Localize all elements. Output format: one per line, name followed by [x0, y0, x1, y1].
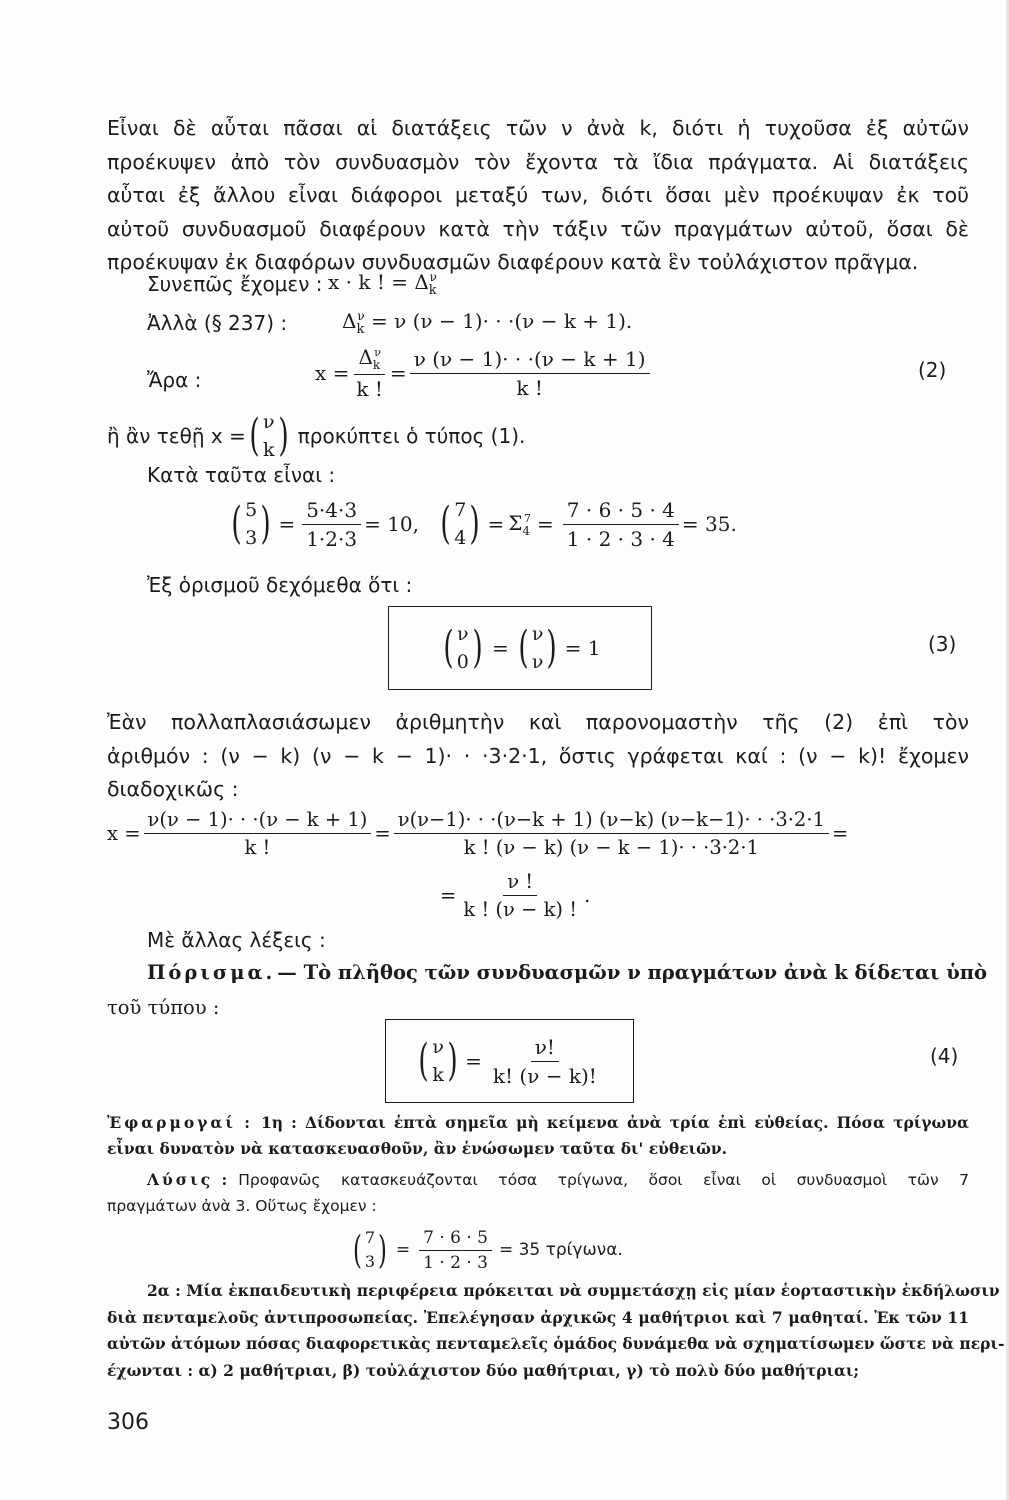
binomial: ( ν k ): [418, 1035, 458, 1086]
fraction: [394, 808, 829, 859]
boxed-equation-3: ( ν 0 ) = ( ν ν ) = 1: [388, 606, 652, 690]
porisma-text-2: τοῦ τύπου :: [107, 996, 220, 1019]
fraction: [459, 870, 581, 921]
eq-lhs: x =: [315, 361, 350, 385]
fraction: [419, 1228, 492, 1273]
page-number: 306: [107, 1410, 149, 1435]
text-line: έχωνται : α) 2 μαθήτριαι, β) τοὐλάχιστον δύο μαθήτριαι, γ) τὸ πολὺ δύο μαθήτριαι;: [107, 1360, 860, 1380]
binomial: ( 7 4 ): [440, 498, 481, 549]
fraction: [563, 498, 679, 551]
equation-synepos: x · k ! = $\Delta_k^\nu$: [328, 270, 437, 298]
application-1: [107, 1110, 969, 1162]
equation-alla: $\Delta_k^\nu = \nu$ (ν − 1)· · ·(ν − k + 1).: [342, 309, 633, 337]
denominator: 1·2·3: [306, 526, 358, 551]
numerator: ν(ν − 1)· · ·(ν − k + 1): [144, 808, 372, 834]
fraction: [302, 498, 361, 551]
label-alla: Ἀλλὰ (§ 237) :: [147, 311, 288, 335]
fraction: [410, 347, 650, 400]
numerator: 5·4·3: [302, 498, 361, 525]
text-line: αὐτῶν ἀτόμων πόσας διαφορετικὰς πενταμελεῖς ὁμάδος δυνάμεθα νὰ σχηματίσωμεν ὥστε νὰ περι-: [107, 1334, 1005, 1353]
app1-text-2: εἶναι δυνατὸν νὰ κατασκευασθοῦν, ἂν ἑνώσωμεν ταῦτα δι' εὐθειῶν.: [107, 1139, 728, 1158]
label-an-tethi: ἢ ἂν τεθῇ x =: [107, 424, 246, 448]
binomial: ( 7 3 ): [352, 1228, 387, 1272]
binomial: ( ν k ): [249, 410, 289, 461]
numerator: ν !: [503, 870, 537, 896]
text-line: ἀριθμόν : (ν − k) (ν − k − 1)· · ·3·2·1, ὅστις γράφεται καί : (ν − k)! ἔχομεν: [107, 743, 969, 768]
text-line: διαδοχικῶς :: [107, 777, 239, 802]
porisma-title: Πόρισμα.: [147, 961, 276, 984]
equation-number-2: (2): [918, 358, 947, 382]
eq-text: x · k ! = Δ: [328, 270, 429, 294]
equation-number-4: (4): [930, 1044, 959, 1068]
intro-paragraph: [107, 112, 969, 280]
denominator: k !: [356, 377, 383, 401]
fraction: [352, 345, 387, 401]
fraction: [144, 808, 372, 859]
binomial: ( 5 3 ): [231, 498, 272, 549]
binomial: ( ν ν ): [518, 622, 558, 673]
denominator: 1 · 2 · 3 · 4: [566, 526, 675, 551]
denominator: k! (ν − k)!: [492, 1063, 597, 1088]
long-equation-result: = $\frac{\nu !}{k ! (\nu - k) !}$ .: [440, 870, 591, 921]
line-an-tethi: [107, 408, 525, 464]
solution: [107, 1167, 969, 1219]
label-ex-orismou: Ἐξ ὁρισμοῦ δεχόμεθα ὅτι :: [147, 573, 413, 597]
text-line: προέκυψαν ἐκ διαφόρων συνδυασμῶν διαφέρουν κατὰ ἓν τοὐλάχιστον πρᾶγμα.: [107, 250, 919, 275]
applications-label: Ἐφαρμογαί :: [107, 1113, 253, 1132]
long-equation: x = $\frac{\nu(\nu - 1)\cdot \cdot \cdot(\nu - k + 1)}{k !}$ = $\frac{\nu(\nu-1)\cdot \cdot \cdot(\nu-k + 1) (\nu-k) (\nu-k-1)\cdot \cdot \cdot 3\cdot 2\cdot 1}{k ! (\nu - k) (\nu - k - 1)\cdot \cdot \cdot 3\cdot 2\cdot 1}$ =: [107, 808, 849, 859]
paragraph-ean: [107, 706, 969, 807]
application-2: [107, 1278, 1005, 1384]
text-prokyptei: προκύπτει ὁ τύπος (1).: [297, 424, 526, 448]
text-line: προέκυψεν ἀπὸ τὸν συνδυασμὸν τὸν ἔχοντα τὰ ἴδια πράγματα. Αἱ διατάξεις: [107, 149, 969, 174]
denominator: k !: [516, 375, 543, 400]
label-kata: Κατὰ ταῦτα εἶναι :: [147, 463, 336, 487]
numerator: ν(ν−1)· · ·(ν−k + 1) (ν−k) (ν−k−1)· · ·3·2·1: [394, 808, 829, 834]
boxed-equation-4: ( ν k ) = $\frac{\nu!}{k! (\nu - k)!}$: [385, 1019, 634, 1103]
result: = 35 τρίγωνα.: [498, 1240, 623, 1260]
solution-text-2: πραγμάτων ἀνὰ 3. Οὕτως ἔχομεν :: [107, 1197, 377, 1215]
solution-text: Προφανῶς κατασκευάζονται τόσα τρίγωνα, ὅσοι εἶναι οἱ συνδυασμοὶ τῶν 7: [238, 1171, 969, 1189]
denominator: 1 · 2 · 3: [423, 1252, 488, 1273]
numerator: $\Delta_k^\nu$: [354, 345, 384, 375]
denominator: k ! (ν − k) (ν − k − 1)· · ·3·2·1: [463, 836, 759, 859]
text-line: Εἶναι δὲ αὗται πᾶσαι αἱ διατάξεις τῶν ν ἀνὰ k, διότι ἡ τυχοῦσα ἐξ αὐτῶν: [107, 116, 969, 140]
example-equations: ( 5 3 ) = $\frac{5\cdot 4\cdot 3}{1\cdot 2\cdot 3}$ = 10, ( 7 4 ) = $\Sigma_4^7$ = $\frac{7 \cdot 6 \cdot 5 \cdot 4}{1 \cdot 2 \cdot 3 \cdot 4}$ = 35.: [228, 496, 737, 552]
text-line: διὰ πενταμελοῦς ἀντιπροσωπείας. Ἐπελέγησαν ἀρχικῶς 4 μαθήτριοι καὶ 7 μαθηταί. Ἐκ τῶν 11: [107, 1307, 969, 1327]
equation-number-3: (3): [928, 632, 957, 656]
numerator: ν (ν − 1)· · ·(ν − k + 1): [410, 347, 650, 374]
denominator: k !: [244, 836, 271, 859]
label-ara: Ἄρα :: [147, 368, 202, 392]
equation-ara: x = $\frac{\Delta_k^\nu}{k !}$ = $\frac{\nu (\nu - 1)\cdot \cdot \cdot(\nu - k + 1)}{k !}$: [315, 345, 653, 401]
label-synepos: Συνεπῶς ἔχομεν :: [147, 272, 323, 296]
binomial: ( ν 0 ): [442, 622, 483, 673]
numerator: 7 · 6 · 5 · 4: [563, 498, 679, 525]
sigma-symbol: $\Sigma_4^7$: [508, 510, 531, 538]
text-line: αὐτοῦ συνδυασμοῦ διαφέρουν κατὰ τὴν τάξιν τῶν πραγμάτων αὐτοῦ, ὅσαι δὲ: [107, 216, 969, 241]
result: = 1: [564, 636, 601, 660]
numerator: ν!: [531, 1035, 559, 1062]
solution-label: Λύσις :: [147, 1170, 231, 1189]
eq-text: = ν (ν − 1)· · ·(ν − k + 1).: [371, 309, 633, 333]
app1-text: 1η : Δίδονται ἑπτὰ σημεῖα μὴ κείμενα ἀνὰ τρία ἐπὶ εὐθείας. Πόσα τρίγωνα: [260, 1113, 969, 1132]
text-line: αὗται ἐξ ἄλλου εἶναι διάφοροι μεταξύ των, διότι ὅσαι μὲν προέκυψαν ἐκ τοῦ: [107, 183, 969, 208]
numerator: 7 · 6 · 5: [419, 1228, 492, 1251]
text-line: Ἐὰν πολλαπλασιάσωμεν ἀριθμητὴν καὶ παρονομαστὴν τῆς (2) ἐπὶ τὸν: [107, 710, 969, 734]
result: = 35.: [681, 512, 737, 536]
porisma-line: [147, 961, 988, 984]
porisma-text: — Τὸ πλῆθος τῶν συνδυασμῶν ν πραγμάτων ἀνὰ k δίδεται ὑπὸ: [277, 961, 988, 984]
fraction: [489, 1035, 601, 1088]
label-me-allas: Μὲ ἄλλας λέξεις :: [147, 928, 326, 952]
text-line: 2α : Μία ἐκπαιδευτικὴ περιφέρεια πρόκειται νὰ συμμετάσχῃ εἰς μίαν ἑορταστικὴν ἐκδήλωσιν: [147, 1281, 1000, 1300]
denominator: k ! (ν − k) !: [463, 898, 578, 921]
solution-equation: ( 7 3 ) = $\frac{7 \cdot 6 \cdot 5}{1 \cdot 2 \cdot 3}$ = 35 τρίγωνα.: [350, 1226, 623, 1274]
result: = 10,: [364, 512, 420, 536]
eq-lhs: x =: [107, 822, 141, 845]
